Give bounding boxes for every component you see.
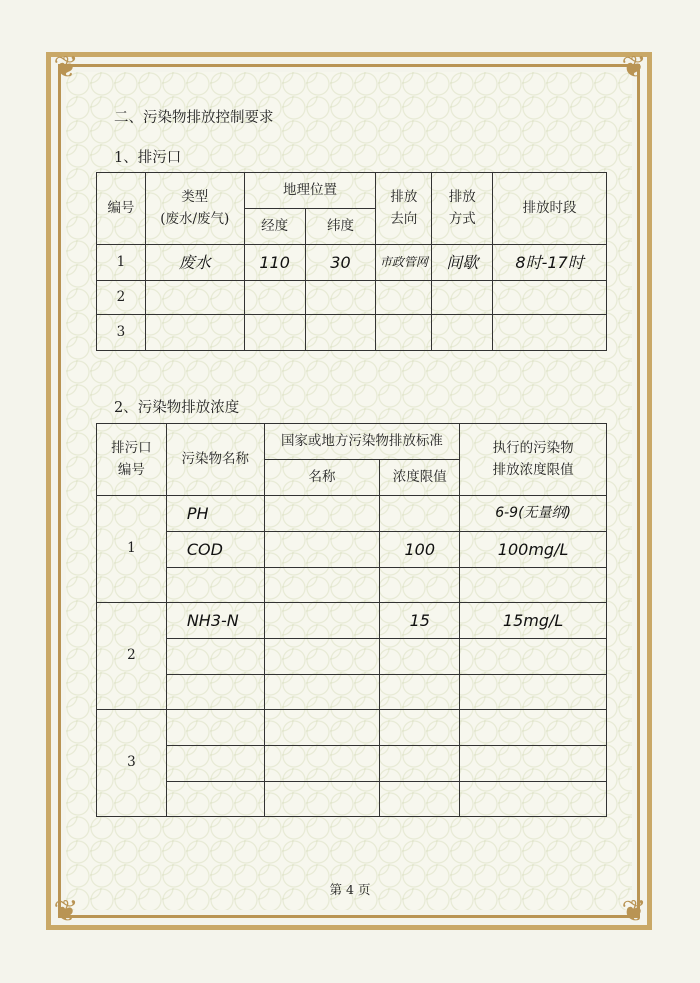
header-std-name: 名称	[264, 460, 380, 496]
outlet-longitude	[244, 281, 305, 315]
header-longitude: 经度	[244, 209, 305, 245]
header-direction: 排放 去向	[376, 173, 432, 245]
header-period: 排放时段	[493, 173, 607, 245]
outlet-direction	[376, 281, 432, 315]
standard-limit	[380, 496, 460, 532]
pollutant-name	[166, 675, 264, 710]
executed-limit: 15mg/L	[460, 603, 607, 639]
outlet-method: 间歇	[432, 245, 493, 281]
corner-ornament-icon: ❦	[621, 50, 647, 85]
outlet-latitude: 30	[305, 245, 376, 281]
standard-limit	[380, 746, 460, 782]
outlet-id: 2	[97, 281, 146, 315]
pollutant-name	[166, 639, 264, 675]
outlet-direction: 市政管网	[376, 245, 432, 281]
outlet-period	[493, 315, 607, 351]
table-row	[97, 568, 607, 603]
section-title: 二、污染物排放控制要求	[114, 110, 274, 126]
standard-name	[264, 496, 380, 532]
outlet-latitude	[305, 315, 376, 351]
standard-name	[264, 782, 380, 817]
concentration-title: 2、污染物排放浓度	[114, 400, 240, 416]
header-latitude: 纬度	[305, 209, 376, 245]
outlet-id: 3	[97, 315, 146, 351]
header-type: 类型 (废水/废气)	[145, 173, 244, 245]
outlets-title: 1、排污口	[114, 150, 182, 166]
pollutant-name: NH3-N	[166, 603, 264, 639]
executed-limit	[460, 746, 607, 782]
corner-ornament-icon: ❦	[53, 50, 79, 85]
outlet-latitude	[305, 281, 376, 315]
header-id: 编号	[97, 173, 146, 245]
table-row	[97, 281, 607, 315]
table-row	[97, 782, 607, 817]
outlet-method	[432, 315, 493, 351]
table-row	[97, 746, 607, 782]
outlet-table	[96, 172, 607, 351]
table-row	[97, 532, 607, 568]
header-location: 地理位置	[244, 173, 376, 209]
outlet-longitude	[244, 315, 305, 351]
outlet-period	[493, 281, 607, 315]
header-standard: 国家或地方污染物排放标准	[264, 424, 460, 460]
concentration-table	[96, 423, 607, 817]
header-outlet-id: 排污口 编号	[97, 424, 167, 496]
pollutant-name: PH	[166, 496, 264, 532]
standard-limit: 100	[380, 532, 460, 568]
header-method: 排放 方式	[432, 173, 493, 245]
standard-name	[264, 710, 380, 746]
standard-limit	[380, 639, 460, 675]
executed-limit	[460, 675, 607, 710]
table-row	[97, 315, 607, 351]
standard-name	[264, 532, 380, 568]
executed-limit	[460, 782, 607, 817]
pollutant-name: COD	[166, 532, 264, 568]
outlet-type	[145, 281, 244, 315]
outlet-type: 废水	[145, 245, 244, 281]
corner-ornament-icon: ❦	[53, 894, 79, 929]
pollutant-name	[166, 568, 264, 603]
executed-limit	[460, 568, 607, 603]
outlet-type	[145, 315, 244, 351]
executed-limit: 100mg/L	[460, 532, 607, 568]
page-number: 第 4 页	[329, 882, 371, 897]
standard-limit: 15	[380, 603, 460, 639]
table-row	[97, 245, 607, 281]
executed-limit	[460, 639, 607, 675]
table-row	[97, 675, 607, 710]
header-pollutant: 污染物名称	[166, 424, 264, 496]
standard-name	[264, 639, 380, 675]
outlet-id: 3	[97, 710, 167, 817]
corner-ornament-icon: ❦	[621, 894, 647, 929]
pollutant-name	[166, 746, 264, 782]
standard-limit	[380, 675, 460, 710]
table-row	[97, 639, 607, 675]
standard-name	[264, 568, 380, 603]
table-row	[97, 710, 607, 746]
outlet-id: 1	[97, 245, 146, 281]
table-row	[97, 603, 607, 639]
outlet-id: 2	[97, 603, 167, 710]
outlet-method	[432, 281, 493, 315]
executed-limit	[460, 710, 607, 746]
standard-limit	[380, 782, 460, 817]
standard-limit	[380, 568, 460, 603]
executed-limit: 6-9(无量纲)	[460, 496, 607, 532]
outlet-longitude: 110	[244, 245, 305, 281]
table-row	[97, 496, 607, 532]
standard-name	[264, 746, 380, 782]
pollutant-name	[166, 782, 264, 817]
standard-name	[264, 603, 380, 639]
standard-limit	[380, 710, 460, 746]
pollutant-name	[166, 710, 264, 746]
outlet-period: 8时-17时	[493, 245, 607, 281]
outlet-direction	[376, 315, 432, 351]
header-executed: 执行的污染物 排放浓度限值	[460, 424, 607, 496]
outlet-id: 1	[97, 496, 167, 603]
header-std-limit: 浓度限值	[380, 460, 460, 496]
standard-name	[264, 675, 380, 710]
